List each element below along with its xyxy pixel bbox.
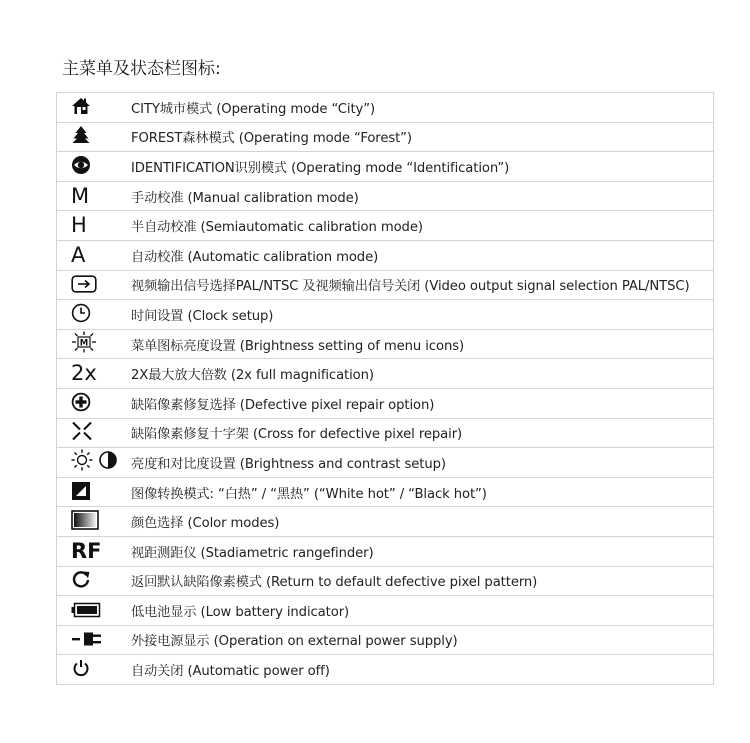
video-output-icon (71, 273, 97, 295)
page-title: 主菜单及状态栏图标: (62, 59, 221, 79)
identification-eye-icon (71, 154, 91, 176)
row-description: 半自动校准 (Semiautomatic calibration mode) (131, 211, 714, 241)
clock-icon (71, 302, 91, 324)
table-row (57, 566, 714, 596)
table-row (57, 181, 714, 211)
table-row (57, 329, 714, 359)
row-description: 图像转换模式: “白热” / “黑热” (“White hot” / “Black hot”) (131, 477, 714, 507)
menu-brightness-icon (71, 331, 97, 353)
row-description: 缺陷像素修复十字架 (Cross for defective pixel repair) (131, 418, 714, 448)
table-row (57, 388, 714, 418)
table-row (57, 655, 714, 685)
row-description: 亮度和对比度设置 (Brightness and contrast setup) (131, 448, 714, 478)
row-description: CITY城市模式 (Operating mode “City”) (131, 93, 714, 123)
table-row (57, 507, 714, 537)
color-modes-icon (71, 509, 99, 531)
automatic-calibration-icon: A (71, 242, 86, 267)
table-row (57, 152, 714, 182)
table-row (57, 596, 714, 626)
brightness-contrast-icon (71, 449, 119, 471)
row-description: 手动校准 (Manual calibration mode) (131, 181, 714, 211)
low-battery-icon (71, 599, 101, 621)
row-description: 视频输出信号选择PAL/NTSC 及视频输出信号关闭 (Video output signal selection PAL/NTSC) (131, 270, 714, 300)
table-row (57, 625, 714, 655)
row-description: 低电池显示 (Low battery indicator) (131, 596, 714, 626)
power-icon (71, 657, 91, 679)
manual-calibration-icon: M (71, 183, 90, 208)
city-house-icon (71, 95, 91, 117)
table-row (57, 418, 714, 448)
row-description: 自动关闭 (Automatic power off) (131, 655, 714, 685)
table-row (57, 359, 714, 389)
row-description: 时间设置 (Clock setup) (131, 300, 714, 330)
row-description: 视距测距仪 (Stadiametric rangefinder) (131, 536, 714, 566)
row-description: 颜色选择 (Color modes) (131, 507, 714, 537)
table-row (57, 448, 714, 478)
table-row (57, 300, 714, 330)
icon-legend-table (56, 92, 714, 685)
forest-tree-icon (71, 124, 91, 146)
table-row (57, 93, 714, 123)
defective-pixel-plus-icon (71, 391, 91, 413)
table-row (57, 122, 714, 152)
svg-text:M: M (79, 338, 89, 349)
row-description: 自动校准 (Automatic calibration mode) (131, 240, 714, 270)
table-row (57, 240, 714, 270)
row-description: FOREST森林模式 (Operating mode “Forest”) (131, 122, 714, 152)
table-row (57, 477, 714, 507)
return-default-icon (71, 568, 91, 590)
external-power-icon (71, 628, 103, 650)
row-description: IDENTIFICATION识别模式 (Operating mode “Identification”) (131, 152, 714, 182)
table-row (57, 270, 714, 300)
row-description: 缺陷像素修复选择 (Defective pixel repair option) (131, 388, 714, 418)
row-description: 2X最大放大倍数 (2x full magnification) (131, 359, 714, 389)
rangefinder-icon: RF (71, 538, 102, 563)
row-description: 返回默认缺陷像素模式 (Return to default defective pixel pattern) (131, 566, 714, 596)
row-description: 菜单图标亮度设置 (Brightness setting of menu icons) (131, 329, 714, 359)
table-row (57, 536, 714, 566)
row-description: 外接电源显示 (Operation on external power supply) (131, 625, 714, 655)
magnification-2x-icon: 2x (71, 361, 97, 386)
table-row (57, 211, 714, 241)
white-black-hot-icon (71, 480, 91, 502)
semiautomatic-calibration-icon: H (71, 213, 87, 238)
cross-icon (71, 420, 93, 442)
